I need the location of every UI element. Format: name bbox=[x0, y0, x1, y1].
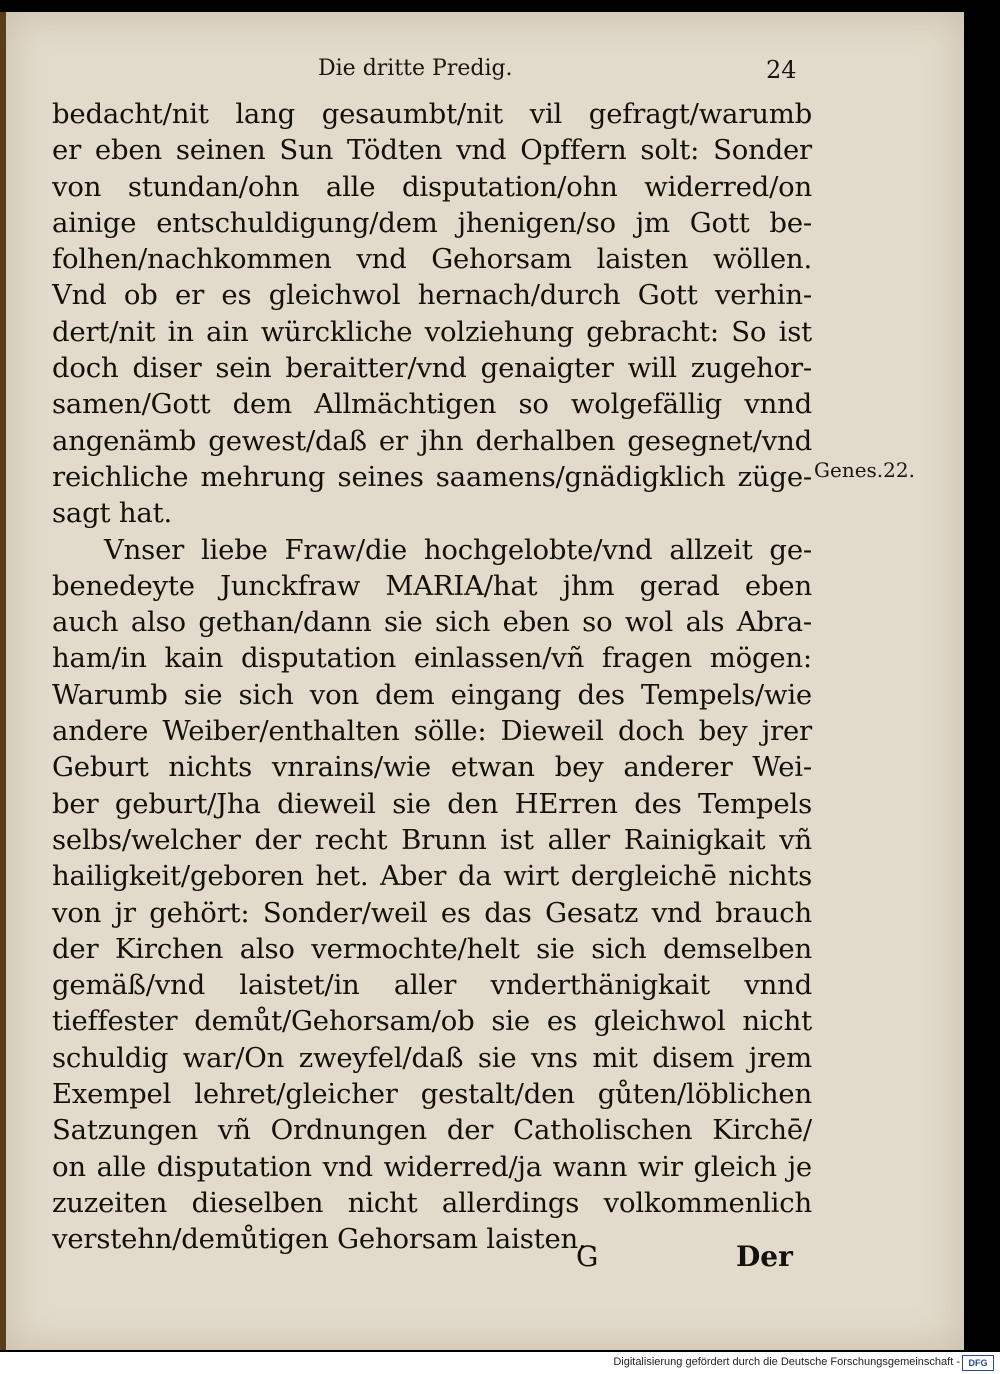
text-line: zuzeiten dieselben nicht allerdings volkommenlich bbox=[52, 1186, 812, 1219]
text-line: gemäß/vnd laistet/in aller vnderthänigkait vnnd bbox=[52, 969, 812, 1002]
text-line: ber geburt/Jha dieweil sie den HErren des Tempels bbox=[52, 787, 812, 820]
body-text bbox=[52, 96, 812, 1258]
text-line: ham/in kain disputation einlassen/vñ fragen mögen: bbox=[52, 642, 812, 675]
text-line: andere Weiber/enthalten sölle: Dieweil doch bey jrer bbox=[52, 715, 812, 748]
text-line: er eben seinen Sun Tödten vnd Opffern solt: Sonder bbox=[52, 134, 812, 167]
text-line: doch diser sein beraitter/vnd genaigter will zugehor- bbox=[52, 352, 812, 385]
text-line: bedacht/nit lang gesaumbt/nit vil gefragt/warumb bbox=[52, 98, 812, 130]
text-line: benedeyte Junckfraw MARIA/hat jhm gerad eben bbox=[52, 569, 812, 602]
text-line: angenämb gewest/daß er jhn derhalben gesegnet/vnd bbox=[52, 424, 812, 457]
text-line: hailigkeit/geboren het. Aber da wirt dergleichē nichts bbox=[52, 860, 812, 893]
text-line: ainige entschuldigung/dem jhenigen/so jm Gott be- bbox=[52, 206, 812, 239]
marginal-note: Genes.22. bbox=[814, 458, 915, 482]
page-number: 24 bbox=[766, 56, 797, 84]
text-line: folhen/nachkommen vnd Gehorsam laisten wöllen. bbox=[52, 243, 812, 276]
text-line: Satzungen vñ Ordnungen der Catholischen Kirchē/ bbox=[52, 1114, 812, 1147]
text-line: Vnd ob er es gleichwol hernach/durch Gott verhin- bbox=[52, 279, 812, 312]
credit-bar bbox=[0, 1352, 1000, 1374]
running-head: Die dritte Predig. bbox=[318, 56, 513, 81]
text-line: Warumb sie sich von dem eingang des Tempels/wie bbox=[52, 678, 812, 711]
text-line: der Kirchen also vermochte/helt sie sich demselben bbox=[52, 932, 812, 965]
text-line: verstehn/demůtigen Gehorsam laisten. bbox=[52, 1223, 587, 1256]
text-line: Exempel lehret/gleicher gestalt/den gůten/löblichen bbox=[52, 1078, 812, 1111]
page-footer bbox=[6, 1240, 964, 1280]
text-line: von stundan/ohn alle disputation/ohn widerred/on bbox=[52, 170, 812, 203]
catchword: Der bbox=[736, 1240, 793, 1273]
text-line: sagt hat. bbox=[52, 497, 173, 530]
signature-mark: G bbox=[576, 1240, 599, 1273]
text-line: samen/Gott dem Allmächtigen so wolgefällig vnnd bbox=[52, 388, 812, 421]
text-line: dert/nit in ain würckliche volziehung gebracht: So ist bbox=[52, 315, 812, 348]
text-line: tieffester demůt/Gehorsam/ob sie es gleichwol nicht bbox=[52, 1005, 812, 1038]
text-line: von jr gehört: Sonder/weil es das Gesatz vnd brauch bbox=[52, 896, 812, 929]
text-line: Geburt nichts vnrains/wie etwan bey anderer Wei- bbox=[52, 751, 812, 784]
text-line: on alle disputation vnd widerred/ja wann wir gleich je bbox=[52, 1150, 812, 1183]
book-page bbox=[6, 12, 964, 1350]
dfg-logo: DFG bbox=[962, 1355, 994, 1371]
credit-text: Digitalisierung gefördert durch die Deutsche Forschungsgemeinschaft - bbox=[613, 1356, 960, 1368]
text-line: selbs/welcher der recht Brunn ist aller Rainigkait vñ bbox=[52, 823, 812, 856]
page-header bbox=[6, 52, 964, 88]
text-line: schuldig war/On zweyfel/daß sie vns mit disem jrem bbox=[52, 1041, 812, 1074]
text-line: Vnser liebe Fraw/die hochgelobte/vnd allzeit ge- bbox=[104, 533, 812, 566]
text-line: reichliche mehrung seines saamens/gnädigklich züge- bbox=[52, 460, 812, 493]
text-line: auch also gethan/dann sie sich eben so wol als Abra- bbox=[52, 606, 812, 639]
